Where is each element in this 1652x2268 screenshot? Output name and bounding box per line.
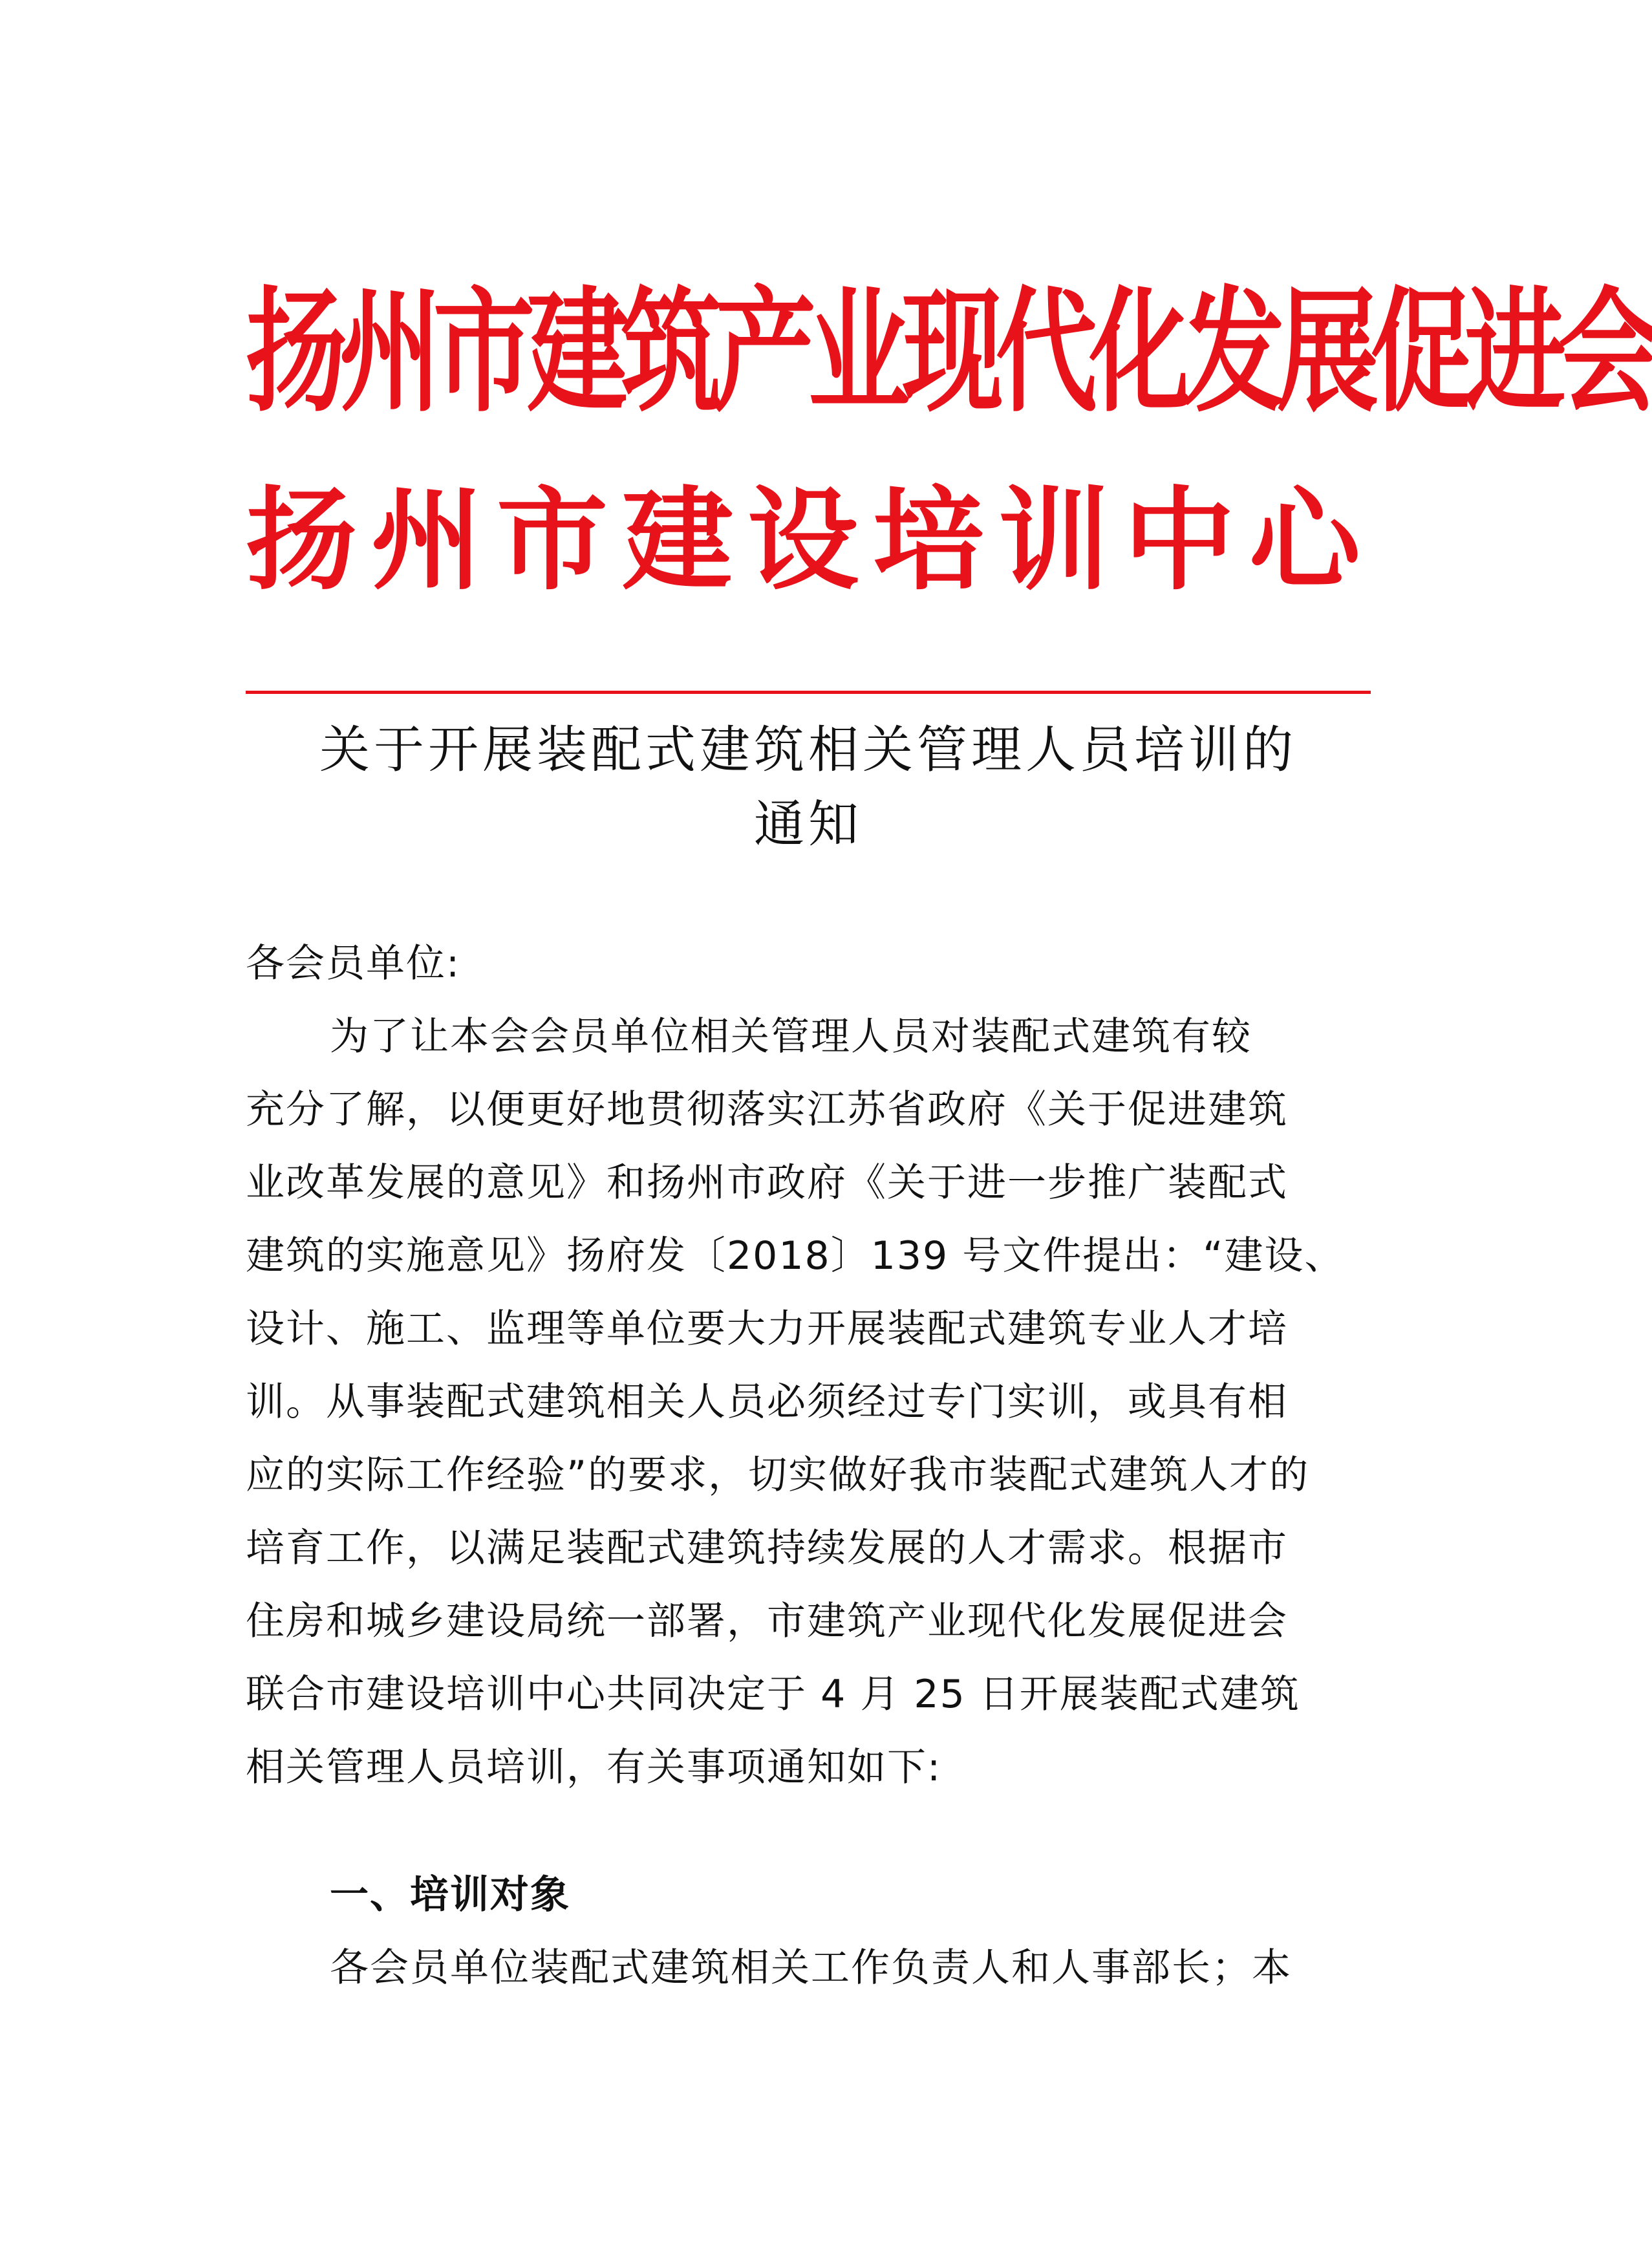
paragraph-line: 设计、施工、监理等单位要大力开展装配式建筑专业人才培 [246,1306,1288,1352]
paragraph-line: 为了让本会会员单位相关管理人员对装配式建筑有较 [330,1014,1252,1059]
letterhead-organization-2: 扬州市建设培训中心 [246,474,1375,605]
paragraph-line: 相关管理人员培训，有关事项通知如下: [246,1745,942,1790]
section-heading-training-targets: 一、培训对象 [330,1872,570,1917]
paragraph-line: 业改革发展的意见》和扬州市政府《关于进一步推广装配式 [246,1160,1288,1205]
paragraph-line: 培育工作，以满足装配式建筑持续发展的人才需求。根据市 [246,1526,1288,1571]
notice-title-line-1: 关于开展装配式建筑相关管理人员培训的 [319,721,1297,779]
notice-title-line-2: 通知 [753,795,863,854]
section-text-line: 各会员单位装配式建筑相关工作负责人和人事部长；本 [330,1945,1292,1991]
paragraph-line: 应的实际工作经验”的要求，切实做好我市装配式建筑人才的 [246,1453,1310,1498]
paragraph-line: 充分了解，以便更好地贯彻落实江苏省政府《关于促进建筑 [246,1087,1288,1132]
salutation: 各会员单位: [246,941,461,986]
letterhead-divider [246,691,1371,694]
paragraph-line: 训。从事装配式建筑相关人员必须经过专门实训，或具有相 [246,1379,1288,1425]
letterhead-organization-1: 扬州市建筑产业现代化发展促进会 [246,274,1652,431]
paragraph-line: 建筑的实施意见》扬府发〔2018〕139 号文件提出：“建设、 [246,1233,1345,1279]
paragraph-line: 住房和城乡建设局统一部署，市建筑产业现代化发展促进会 [246,1599,1288,1644]
paragraph-line: 联合市建设培训中心共同决定于 4 月 25 日开展装配式建筑 [246,1672,1300,1717]
